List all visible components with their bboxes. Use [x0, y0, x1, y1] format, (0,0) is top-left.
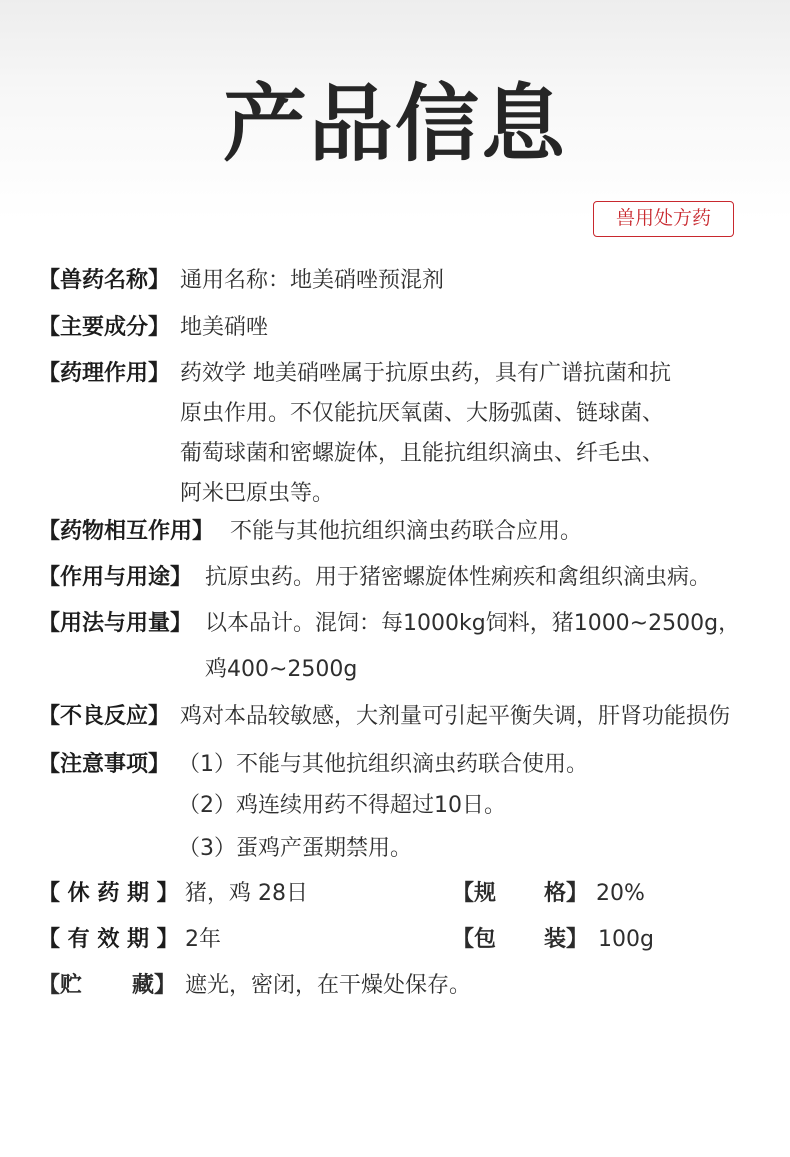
spec-label-start: 【规: [452, 881, 497, 906]
storage-value: 遮光，密闭，在干燥处保存。: [185, 973, 472, 998]
precaution-item-3: （3）蛋鸡产蛋期禁用。: [178, 836, 412, 861]
package-value: 100g: [598, 927, 654, 952]
validity-label: 【 有 效 期 】: [38, 927, 179, 952]
package-label-start: 【包: [452, 927, 497, 952]
ingredient-value: 地美硝唑: [180, 315, 269, 340]
adverse-value: 鸡对本品较敏感，大剂量可引起平衡失调，肝肾功能损伤: [180, 704, 731, 729]
adverse-label: 【不良反应】: [38, 704, 171, 729]
drug-name-label: 【兽药名称】: [38, 268, 171, 293]
precaution-item-2: （2）鸡连续用药不得超过10日。: [178, 793, 506, 818]
dosage-line-2: 鸡400~2500g: [205, 657, 358, 682]
pharmacology-line-1: 药效学 地美硝唑属于抗原虫药，具有广谱抗菌和抗: [180, 361, 671, 386]
prescription-badge: 兽用处方药: [593, 201, 734, 237]
validity-value: 2年: [185, 927, 221, 952]
indication-value: 抗原虫药。用于猪密螺旋体性痢疾和禽组织滴虫病。: [205, 565, 712, 590]
pharmacology-label: 【药理作用】: [38, 361, 171, 386]
storage-label-start: 【贮: [38, 973, 83, 998]
indication-label: 【作用与用途】: [38, 565, 193, 590]
interaction-label: 【药物相互作用】: [38, 519, 215, 544]
precaution-item-1: （1）不能与其他抗组织滴虫药联合使用。: [178, 752, 588, 777]
interaction-value: 不能与其他抗组织滴虫药联合应用。: [230, 519, 583, 544]
package-label-end: 装】: [544, 927, 589, 952]
dosage-line-1: 以本品计。混饲：每1000kg饲料，猪1000~2500g，: [205, 611, 741, 636]
precautions-label: 【注意事项】: [38, 752, 171, 777]
dosage-label: 【用法与用量】: [38, 611, 193, 636]
storage-label-end: 藏】: [132, 973, 177, 998]
ingredient-label: 【主要成分】: [38, 315, 171, 340]
pharmacology-line-3: 葡萄球菌和密螺旋体，且能抗组织滴虫、纤毛虫、: [180, 441, 665, 466]
drug-name-value: 通用名称：地美硝唑预混剂: [180, 268, 445, 293]
page-title: 产品信息: [222, 74, 567, 173]
pharmacology-line-2: 原虫作用。不仅能抗厌氧菌、大肠弧菌、链球菌、: [180, 401, 665, 426]
pharmacology-line-4: 阿米巴原虫等。: [180, 481, 335, 506]
withdrawal-value: 猪，鸡 28日: [185, 881, 308, 906]
spec-value: 20%: [596, 881, 645, 906]
spec-label-end: 格】: [544, 881, 589, 906]
withdrawal-label: 【 休 药 期 】: [38, 881, 179, 906]
